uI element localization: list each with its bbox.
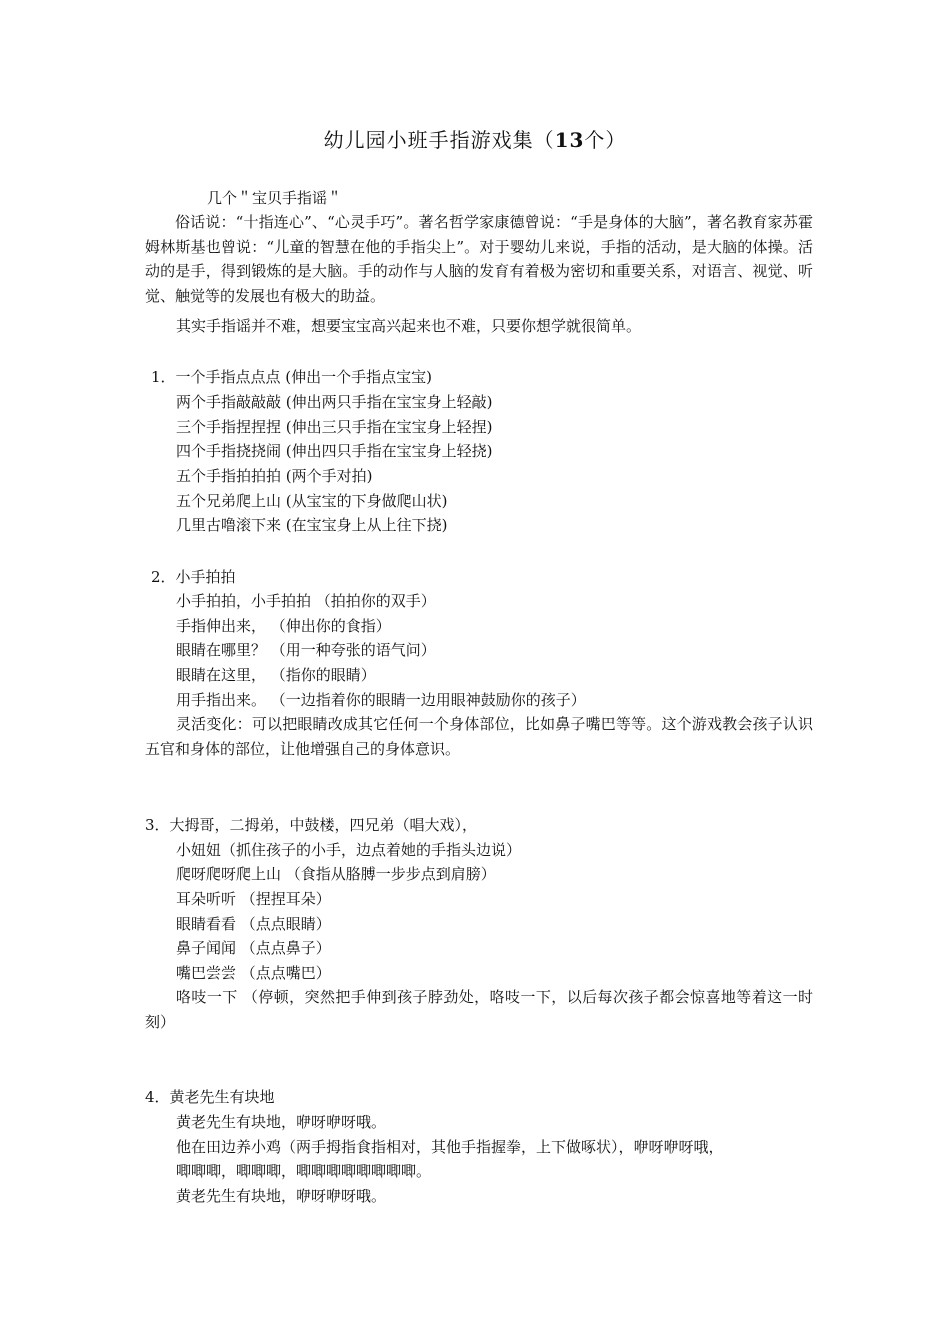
- game1-line: 两个手指敲敲敲 (伸出两只手指在宝宝身上轻敲): [176, 393, 493, 411]
- game3-line: 鼻子闻闻 （点点鼻子）: [176, 939, 331, 957]
- game1-line: 1．一个手指点点点 (伸出一个手指点宝宝): [151, 368, 433, 386]
- intro-paragraph-1: 俗话说：“十指连心”、“心灵手巧”。著名哲学家康德曾说：“手是身体的大脑”，著名教育家苏霍姆林斯基也曾说：“儿童的智慧在他的手指尖上”。对于婴幼儿来说，手指的活动，是大脑的体操。活动的是手，得到锻炼的是大脑。手的动作与人脑的发育有着极为密切和重要关系，对语言、视觉、听觉、触觉等的发展也有极大的助益。: [145, 213, 813, 305]
- game3-line: 眼睛看看 （点点眼睛）: [176, 915, 331, 933]
- title-prefix: 幼儿园小班手指游戏集（: [323, 128, 555, 152]
- game1-line: 几里古噜滚下来 (在宝宝身上从上往下挠): [176, 516, 448, 534]
- game3-last: 咯吱一下 （停顿，突然把手伸到孩子脖劲处，咯吱一下，以后每次孩子都会惊喜地等着这一时刻）: [145, 988, 813, 1031]
- game4-line: 黄老先生有块地，咿呀咿呀哦。: [176, 1113, 387, 1131]
- game2-title: 2．小手拍拍: [151, 568, 236, 586]
- game2-line: 用手指出来。 （一边指着你的眼睛一边用眼神鼓励你的孩子）: [176, 691, 586, 709]
- game2-line: 手指伸出来， （伸出你的食指）: [176, 617, 391, 635]
- intro-heading: 几个＂宝贝手指谣＂: [207, 189, 343, 207]
- game4-line: 唧唧唧，唧唧唧，唧唧唧唧唧唧唧唧。: [176, 1162, 432, 1180]
- intro-paragraph-2: 其实手指谣并不难，想要宝宝高兴起来也不难，只要你想学就很简单。: [176, 317, 642, 335]
- game2-line: 眼睛在这里， （指你的眼睛）: [176, 666, 376, 684]
- game2-line: 眼睛在哪里？ （用一种夸张的语气问）: [176, 641, 436, 659]
- game3-line: 嘴巴尝尝 （点点嘴巴）: [176, 964, 331, 982]
- game3-line: 爬呀爬呀爬上山 （食指从胳膊一步步点到肩膀）: [176, 865, 496, 883]
- page-title: [0, 124, 950, 153]
- game3-line: 耳朵听听 （捏捏耳朵）: [176, 890, 331, 908]
- game1-line: 四个手指挠挠闹 (伸出四只手指在宝宝身上轻挠): [176, 442, 493, 460]
- game1-line: 五个手指拍拍拍 (两个手对拍): [176, 467, 373, 485]
- game3-title: 3．大拇哥，二拇弟，中鼓楼，四兄弟（唱大戏），: [145, 816, 478, 834]
- title-count: 13: [554, 128, 585, 152]
- game1-line: 三个手指捏捏捏 (伸出三只手指在宝宝身上轻捏): [176, 418, 493, 436]
- game2-line: 小手拍拍，小手拍拍 （拍拍你的双手）: [176, 592, 436, 610]
- game3-line: 小妞妞（抓住孩子的小手，边点着她的手指头边说）: [176, 841, 522, 859]
- game4-title: 4．黄老先生有块地: [145, 1088, 275, 1106]
- game1-line: 五个兄弟爬上山 (从宝宝的下身做爬山状): [176, 492, 448, 510]
- game4-line: 他在田边养小鸡（两手拇指食指相对，其他手指握拳，上下做啄状），咿呀咿呀哦，: [176, 1138, 724, 1156]
- title-suffix: 个）: [584, 128, 627, 152]
- game4-line: 黄老先生有块地，咿呀咿呀哦。: [176, 1187, 387, 1205]
- game2-note: 灵活变化：可以把眼睛改成其它任何一个身体部位，比如鼻子嘴巴等等。这个游戏教会孩子认识五官和身体的部位，让他增强自己的身体意识。: [145, 715, 813, 758]
